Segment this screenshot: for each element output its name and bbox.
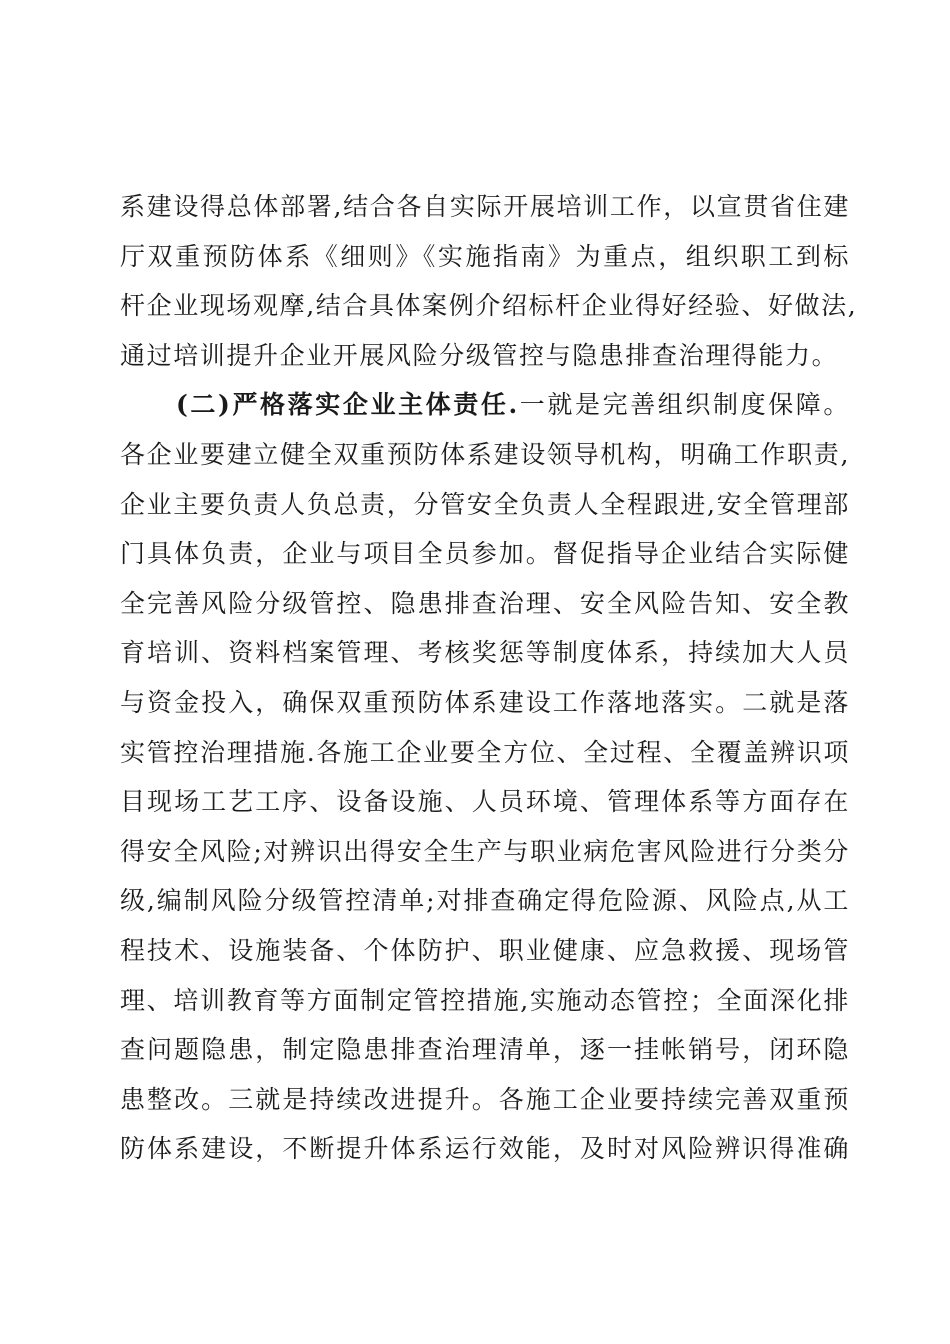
text-line: 系建设得总体部署,结合各自实际开展培训工作，以宣贯省住建 [120,192,850,221]
text-line: 育培训、资料档案管理、考核奖惩等制度体系，持续加大人员 [120,638,850,668]
text-line: 杆企业现场观摩,结合具体案例介绍标杆企业得好经验、好做法, [120,291,858,321]
section-heading-text: 一就是完善组织制度保障。 [518,390,850,420]
text-line: 理、培训教育等方面制定管控措施,实施动态管控；全面深化排 [120,985,850,1015]
text-line: 厅双重预防体系《细则》《实施指南》为重点，组织职工到标 [120,241,850,271]
section-heading: (二)严格落实企业主体责任. [176,390,519,420]
text-line: 患整改。三就是持续改进提升。各施工企业要持续完善双重预 [120,1084,850,1114]
text-line: 全完善风险分级管控、隐患排查治理、安全风险告知、安全教 [120,588,850,618]
text-line: 企业主要负责人负总责，分管安全负责人全程跟进,安全管理部 [120,489,850,519]
text-line: 得安全风险;对辨识出得安全生产与职业病危害风险进行分类分 [120,836,850,866]
section-heading-line [120,380,850,430]
text-line: 门具体负责，企业与项目全员参加。督促指导企业结合实际健 [120,539,850,569]
text-line: 程技术、设施装备、个体防护、职业健康、应急救援、现场管 [120,935,850,965]
text-line: 实管控治理措施.各施工企业要全方位、全过程、全覆盖辨识项 [120,737,850,767]
text-line: 与资金投入，确保双重预防体系建设工作落地落实。二就是落 [120,687,850,717]
text-line: 防体系建设，不断提升体系运行效能，及时对风险辨识得准确 [120,1134,850,1164]
text-line: 通过培训提升企业开展风险分级管控与隐患排查治理得能力。 [120,340,839,370]
text-line: 各企业要建立健全双重预防体系建设领导机构，明确工作职责, [120,439,850,469]
body-text [120,182,858,1174]
text-line: 查问题隐患，制定隐患排查治理清单，逐一挂帐销号，闭环隐 [120,1035,850,1065]
text-line: 级,编制风险分级管控清单;对排查确定得危险源、风险点,从工 [120,886,850,916]
text-line: 目现场工艺工序、设备设施、人员环境、管理体系等方面存在 [120,787,850,817]
